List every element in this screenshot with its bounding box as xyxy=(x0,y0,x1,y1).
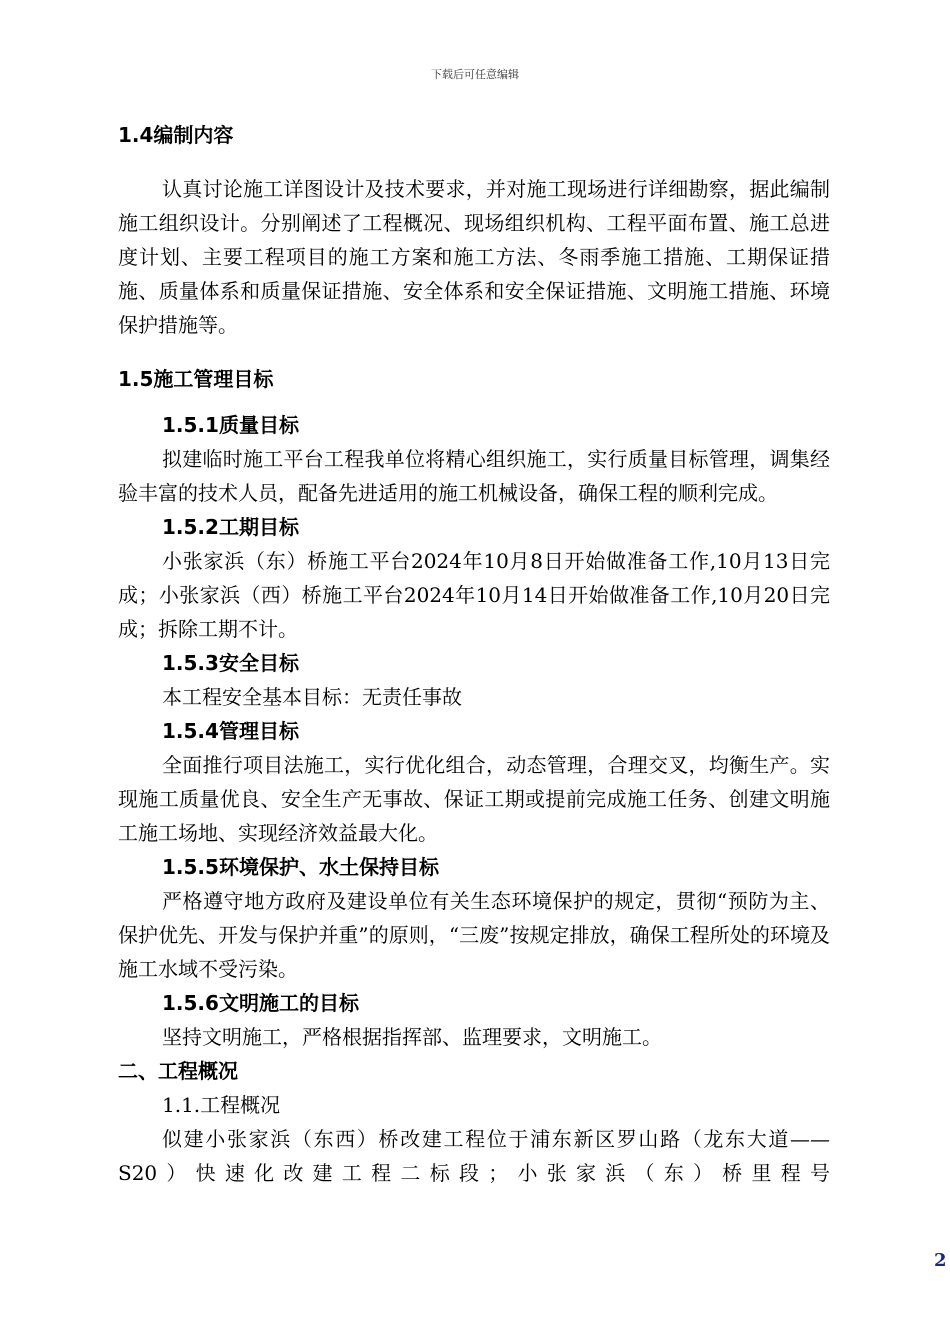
subsection-title-1-1: 1.1.工程概况 xyxy=(162,1093,281,1117)
section-title-1-5-6: 1.5.6文明施工的目标 xyxy=(162,991,359,1015)
section-title-1-5-4: 1.5.4管理目标 xyxy=(162,719,299,743)
section-1-4-paragraph: 认真讨论施工详图设计及技术要求，并对施工现场进行详细勘察，据此编制施工组织设计。分别阐述了工程概况、现场组织机构、工程平面布置、施工总进度计划、主要工程项目的施工方案和施工方法、冬雨季施工措施、工期保证措施、质量体系和质量保证措施、安全体系和安全保证措施、文明施工措施、环境保护措施等。 xyxy=(118,177,830,337)
section-1-5-4-paragraph: 全面推行项目法施工，实行优化组合，动态管理，合理交叉，均衡生产。实现施工质量优良、安全生产无事故、保证工期或提前完成施工任务、创建文明施工施工场地、实现经济效益最大化。 xyxy=(118,753,830,845)
section-title-1-5-5: 1.5.5环境保护、水土保持目标 xyxy=(162,855,439,879)
section-1-5-1-paragraph: 拟建临时施工平台工程我单位将精心组织施工，实行质量目标管理，调集经验丰富的技术人员，配备先进适用的施工机械设备，确保工程的顺利完成。 xyxy=(118,447,830,505)
document-body xyxy=(118,118,830,1190)
section-title-1-5-1: 1.5.1质量目标 xyxy=(162,413,299,437)
section-1-5-3-paragraph: 本工程安全基本目标：无责任事故 xyxy=(162,685,462,709)
section-title-1-5-2: 1.5.2工期目标 xyxy=(162,515,299,539)
section-title-1-5: 1.5施工管理目标 xyxy=(118,367,274,391)
section-1-5-5-paragraph: 严格遵守地方政府及建设单位有关生态环境保护的规定，贯彻“预防为主、保护优先、开发与保护并重”的原则，“三废”按规定排放，确保工程所处的环境及施工水域不受污染。 xyxy=(118,889,830,981)
section-title-1-4: 1.4编制内容 xyxy=(118,123,234,147)
section-1-5-2-paragraph: 小张家浜（东）桥施工平台2024年10月8日开始做准备工作,10月13日完成；小张家浜（西）桥施工平台2024年10月14日开始做准备工作,10月20日完成；拆除工期不计。 xyxy=(118,549,830,641)
chapter-2-paragraph: 似建小张家浜（东西）桥改建工程位于浦东新区罗山路（龙东大道——S20）快速化改建工程二标段；小张家浜（东）桥里程号 xyxy=(118,1127,830,1185)
chapter-title-2: 二、工程概况 xyxy=(118,1059,238,1083)
section-title-1-5-3: 1.5.3安全目标 xyxy=(162,651,299,675)
page-header: 下载后可任意编辑 xyxy=(431,68,519,81)
section-1-5-6-paragraph: 坚持文明施工，严格根据指挥部、监理要求，文明施工。 xyxy=(162,1025,662,1049)
page-number: 2 xyxy=(934,1250,947,1271)
